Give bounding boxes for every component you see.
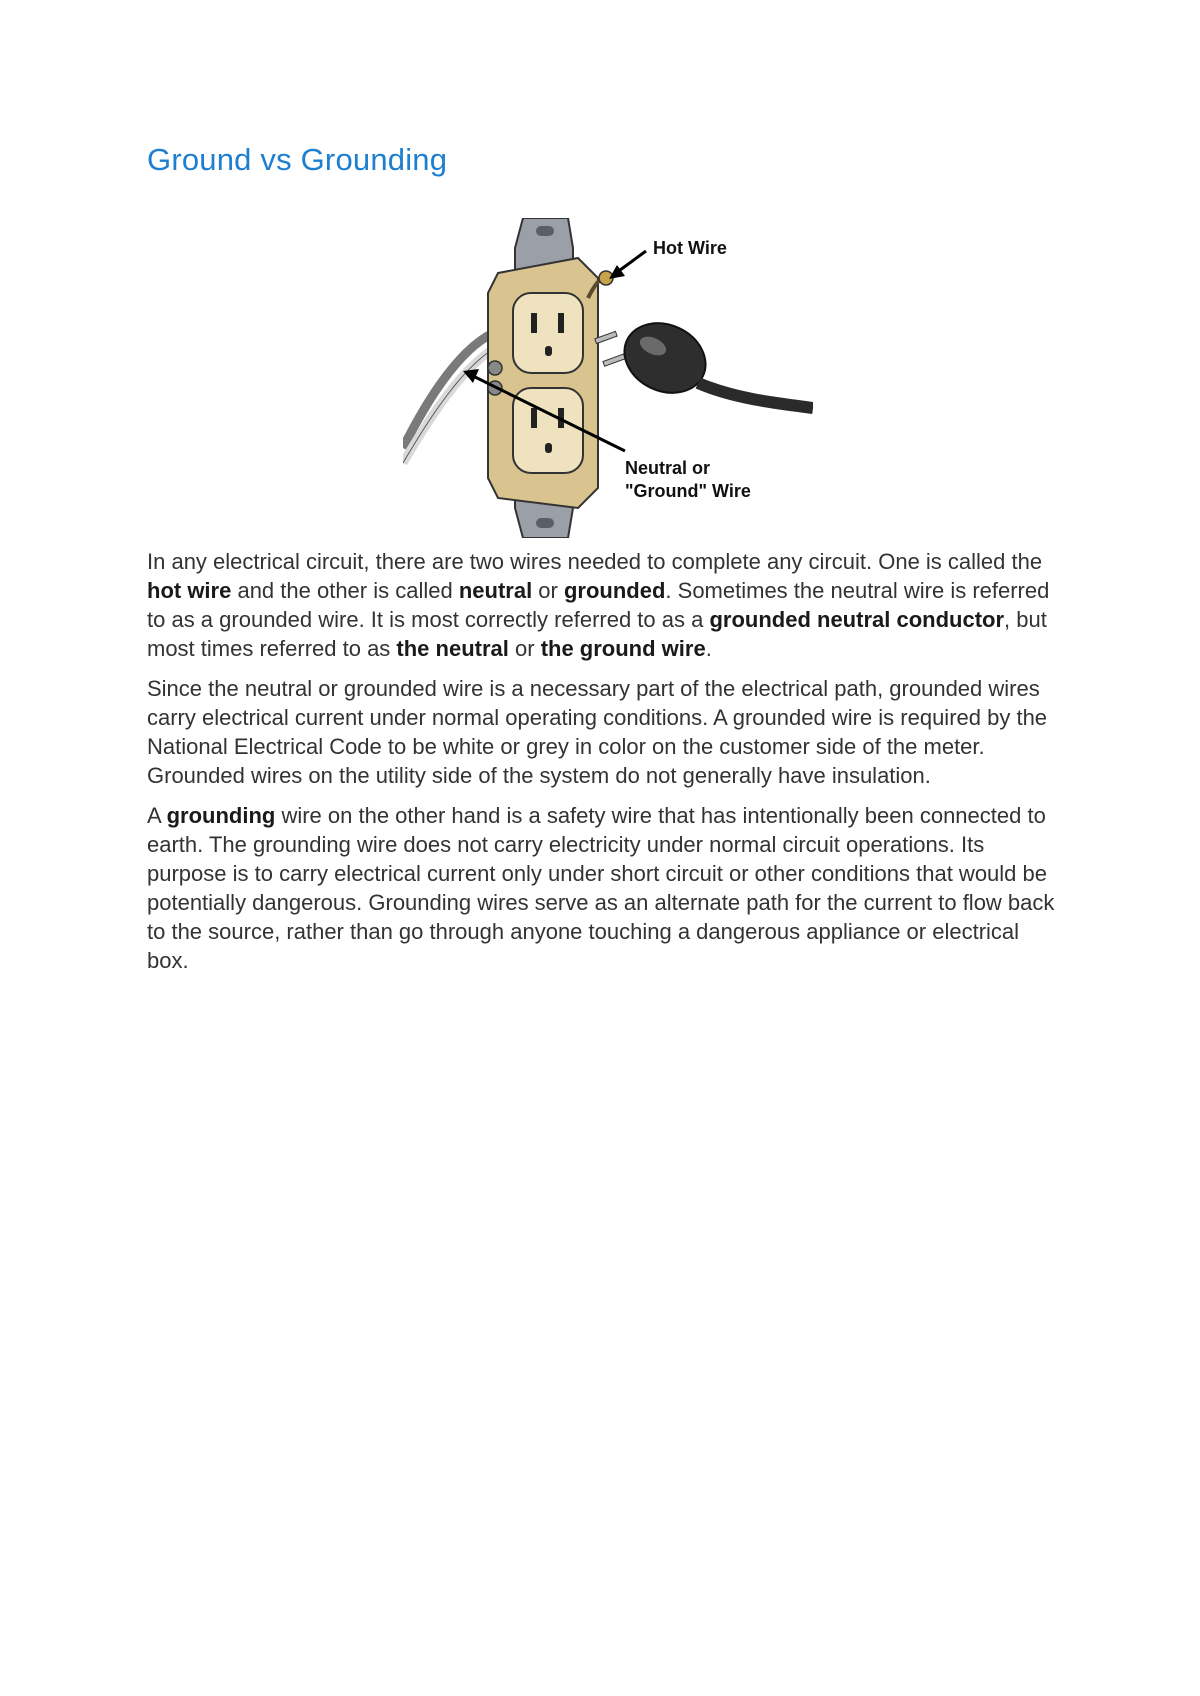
outlet-wiring-illustration bbox=[403, 218, 813, 538]
neutral-label-line1: Neutral or bbox=[625, 458, 711, 478]
page-title: Ground vs Grounding bbox=[147, 142, 448, 177]
paragraph-3: A grounding wire on the other hand is a safety wire that has intentionally been connected to earth. The grounding wire does not carry electricity under normal circuit operations. Its purpose is to carry electrical current only under short circuit or other conditions that would be potentially dangerous. Grounding wires serve as an alternate path for the current to flow back to the source, rather than go through anyone touching a dangerous appliance or electrical box. bbox=[147, 803, 1055, 973]
paragraph-1: In any electrical circuit, there are two wires needed to complete any circuit. One is called the hot wire and the other is called neutral or grounded. Sometimes the neutral wire is referred to as a grounded wire. It is most correctly referred to as a grounded neutral conductor, but most times referred to as the neutral or the ground wire. bbox=[147, 549, 1050, 661]
article-body bbox=[147, 547, 1057, 986]
hot-wire-label: Hot Wire bbox=[653, 238, 727, 258]
neutral-label-line2: "Ground" Wire bbox=[625, 481, 751, 501]
paragraph-2: Since the neutral or grounded wire is a necessary part of the electrical path, grounded wires carry electrical current under normal operating conditions. A grounded wire is required by the National Electrical Code to be white or grey in color on the customer side of the meter. Grounded wires on the utility side of the system do not generally have insulation. bbox=[147, 676, 1048, 788]
